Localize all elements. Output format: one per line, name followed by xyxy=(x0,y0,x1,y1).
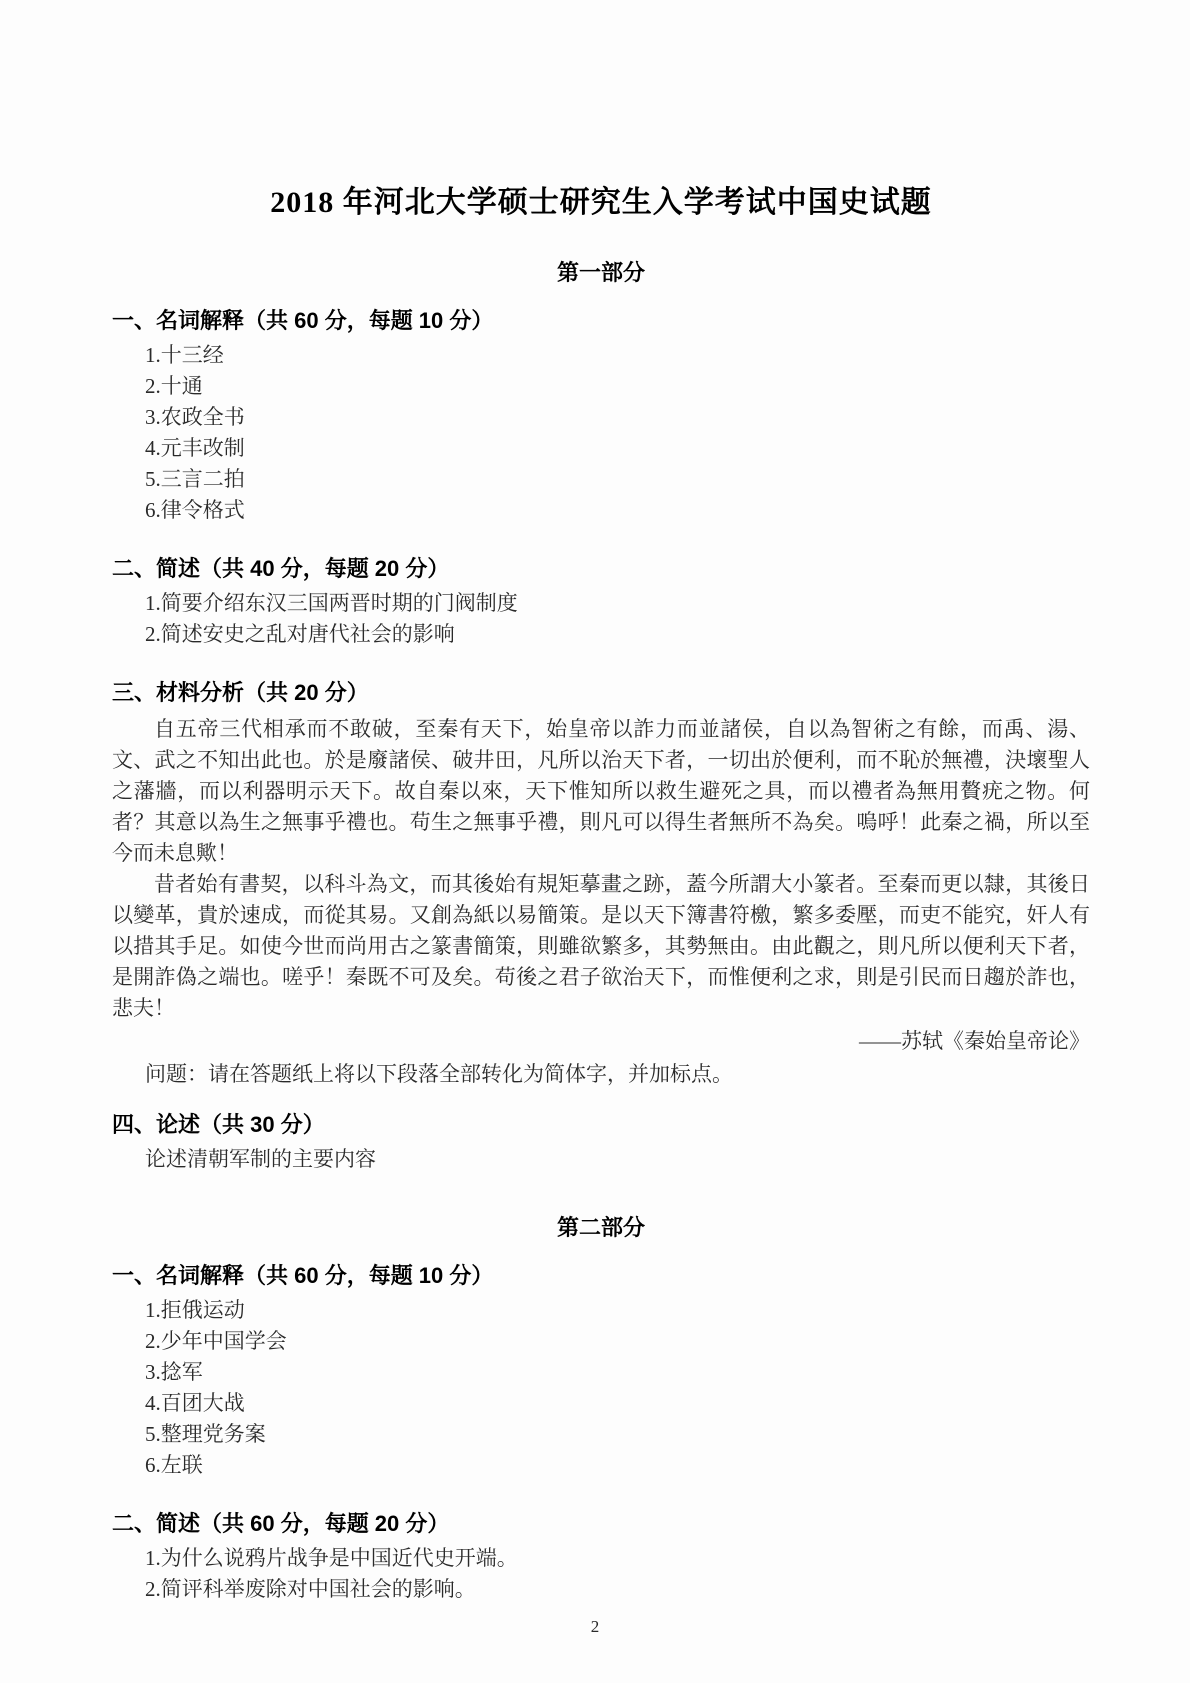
part1-brief-heading: 二、简述（共 40 分，每题 20 分） xyxy=(112,556,450,581)
part1-heading: 第一部分 xyxy=(556,260,645,285)
part1-material-section xyxy=(112,678,1090,1090)
term-item: 4.百团大战 xyxy=(145,1391,245,1415)
term-item: 3.农政全书 xyxy=(145,405,245,429)
part1-brief-list xyxy=(112,588,1090,650)
part2-heading: 第二部分 xyxy=(556,1215,645,1240)
material-text xyxy=(112,714,1090,1024)
term-item: 6.律令格式 xyxy=(145,498,245,522)
term-item: 4.元丰改制 xyxy=(145,436,245,460)
page-number: 2 xyxy=(590,1617,600,1636)
part1-essay-section xyxy=(112,1110,1090,1175)
part2-terms-heading: 一、名词解释（共 60 分，每题 10 分） xyxy=(112,1263,494,1288)
term-item: 2.十通 xyxy=(145,374,203,398)
part1-terms-list xyxy=(112,340,1090,526)
document-title: 2018 年河北大学硕士研究生入学考试中国史试题 xyxy=(270,186,932,219)
part1-terms-heading: 一、名词解释（共 60 分，每题 10 分） xyxy=(112,308,494,333)
part1-essay-list xyxy=(112,1144,1090,1175)
term-item: 5.三言二拍 xyxy=(145,467,245,491)
question-item: 2.简评科举废除对中国社会的影响。 xyxy=(145,1577,476,1601)
conversion-question: 问题：请在答题纸上将以下段落全部转化为简体字，并加标点。 xyxy=(145,1062,733,1086)
part2-brief-section xyxy=(112,1509,1090,1605)
question-item: 1.简要介绍东汉三国两晋时期的门阀制度 xyxy=(145,591,518,615)
term-item: 3.捻军 xyxy=(145,1360,203,1384)
term-item: 1.十三经 xyxy=(145,343,224,367)
part2-brief-heading: 二、简述（共 60 分，每题 20 分） xyxy=(112,1511,450,1536)
question-item: 论述清朝军制的主要内容 xyxy=(145,1147,376,1171)
material-paragraph: 自五帝三代相承而不敢破，至秦有天下，始皇帝以詐力而並諸侯，自以為智術之有餘，而禹、湯、文、武之不知出此也。於是廢諸侯、破井田，凡所以治天下者，一切出於便利，而不恥於無禮，決壞聖人之藩牆，而以利器明示天下。故自秦以來，天下惟知所以救生避死之具，而以禮者為無用贅疣之物。何者？其意以為生之無事乎禮也。苟生之無事乎禮，則凡可以得生者無所不為矣。嗚呼！此秦之禍，所以至今而未息歟！ xyxy=(112,717,1090,865)
part2-brief-list xyxy=(112,1543,1090,1605)
part2-terms-section xyxy=(112,1261,1090,1481)
source-attribution: ——苏轼《秦始皇帝论》 xyxy=(859,1029,1090,1053)
material-paragraph: 昔者始有書契，以科斗為文，而其後始有規矩摹畫之跡，蓋今所謂大小篆者。至秦而更以隸，其後日以變革，貴於速成，而從其易。又創為紙以易簡策。是以天下簿書符檄，繁多委壓，而吏不能究，奸人有以措其手足。如使今世而尚用古之篆書簡策，則雖欲繁多，其勢無由。由此觀之，則凡所以便利天下者，是開詐偽之端也。嗟乎！秦既不可及矣。苟後之君子欲治天下，而惟便利之求，則是引民而日趨於詐也，悲夫！ xyxy=(112,872,1090,1020)
part2-terms-list xyxy=(112,1295,1090,1481)
part1-material-heading: 三、材料分析（共 20 分） xyxy=(112,680,369,705)
part1-terms-section xyxy=(112,306,1090,526)
term-item: 1.拒俄运动 xyxy=(145,1298,245,1322)
term-item: 2.少年中国学会 xyxy=(145,1329,287,1353)
term-item: 6.左联 xyxy=(145,1453,203,1477)
question-item: 1.为什么说鸦片战争是中国近代史开端。 xyxy=(145,1546,518,1570)
part1-brief-section xyxy=(112,554,1090,650)
term-item: 5.整理党务案 xyxy=(145,1422,266,1446)
question-item: 2.简述安史之乱对唐代社会的影响 xyxy=(145,622,455,646)
part1-essay-heading: 四、论述（共 30 分） xyxy=(112,1112,325,1137)
